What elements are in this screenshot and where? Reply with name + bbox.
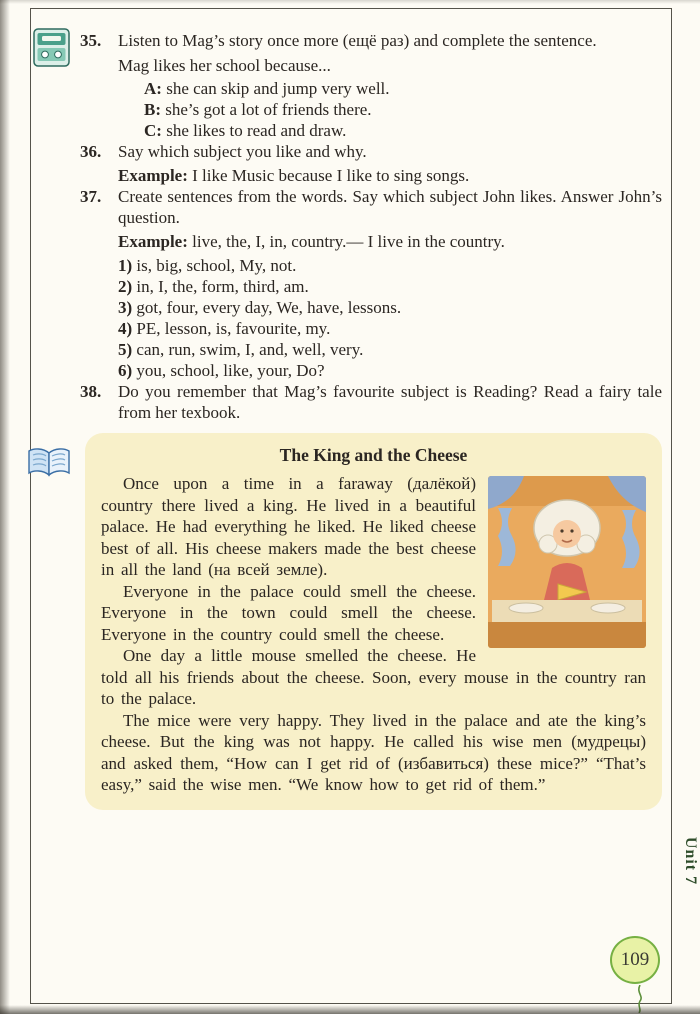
example-label: Example:: [118, 166, 188, 185]
story-title: The King and the Cheese: [279, 445, 468, 465]
item-text: can, run, swim, I, and, well, very.: [136, 340, 364, 359]
scan-edge-top: [0, 0, 700, 4]
listen-icon: [33, 28, 70, 72]
option-a: [144, 78, 662, 99]
exercise-35-options: [118, 78, 662, 141]
item-text: is, big, school, My, not.: [136, 256, 297, 275]
option-c: [144, 120, 662, 141]
exercise-35-lead: Mag likes her school because...: [118, 56, 331, 75]
story-paragraph: Once upon a time in a faraway (далёкой) country there lived a king. He lived in a beautiful palace. He had everything he liked. He liked cheese best of all. His cheese makers made the best cheese in all the land (на всей земле).: [101, 474, 476, 579]
option-label: B:: [144, 100, 161, 119]
item-label: 5): [118, 340, 133, 359]
item-label: 2): [118, 277, 133, 296]
story-paragraph: The mice were very happy. They lived in the palace and ate the king’s cheese. But the king was not happy. He called his wise men (мудрецы) and asked them, “How can I get rid of (избавиться) these mice?” “That’s easy,” said the wise men. “We know how to get rid of them.”: [101, 710, 646, 794]
page-content: [80, 30, 662, 810]
word-item-4: [118, 318, 662, 339]
option-text: she likes to read and draw.: [166, 121, 347, 140]
item-label: 4): [118, 319, 133, 338]
exercise-task: Create sentences from the words. Say which subject John likes. Answer John’s question.: [118, 187, 662, 227]
word-item-2: [118, 276, 662, 297]
exercise-task: Do you remember that Mag’s favourite subject is Reading? Read a fairy tale from her texbook.: [118, 382, 662, 422]
word-item-3: [118, 297, 662, 318]
word-item-1: [118, 255, 662, 276]
scan-edge-bottom: [0, 1005, 700, 1014]
exercise-37-example: [118, 231, 662, 252]
item-label: 3): [118, 298, 133, 317]
unit-tab: Unit 7: [681, 836, 699, 886]
word-item-5: [118, 339, 662, 360]
option-text: she can skip and jump very well.: [166, 79, 390, 98]
king-cheese-illustration: [488, 476, 646, 648]
exercise-37: [80, 186, 662, 228]
story-box: [85, 433, 662, 810]
example-text: live, the, I, in, country.— I live in the country.: [192, 232, 505, 251]
item-label: 1): [118, 256, 133, 275]
page-number-badge: 109: [610, 936, 660, 984]
exercise-36: [80, 141, 662, 162]
exercise-number: 38.: [80, 382, 102, 401]
option-text: she’s got a lot of friends there.: [165, 100, 372, 119]
read-icon: [26, 446, 72, 485]
exercise-35: [80, 30, 662, 51]
exercise-task: Say which subject you like and why.: [118, 142, 367, 161]
exercise-38: [80, 381, 662, 423]
item-label: 6): [118, 361, 133, 380]
item-text: in, I, the, form, third, am.: [136, 277, 309, 296]
exercise-number: 35.: [80, 31, 102, 50]
option-b: [144, 99, 662, 120]
item-text: PE, lesson, is, favourite, my.: [136, 319, 331, 338]
option-label: C:: [144, 121, 162, 140]
item-text: got, four, every day, We, have, lessons.: [136, 298, 402, 317]
story-paragraph: Everyone in the palace could smell the cheese. Everyone in the town could smell the cheese. Everyone in the country could smell the cheese.: [101, 581, 476, 644]
example-label: Example:: [118, 232, 188, 251]
example-text: I like Music because I like to sing songs.: [192, 166, 470, 185]
item-text: you, school, like, your, Do?: [136, 361, 325, 380]
exercise-36-example: [118, 165, 662, 186]
option-label: A:: [144, 79, 162, 98]
word-item-6: [118, 360, 662, 381]
exercise-37-items: [118, 255, 662, 381]
story-paragraph: One day a little mouse smelled the cheese. He told all his friends about the cheese. Soon, every mouse in the country ran to the palace.: [101, 646, 646, 708]
exercise-number: 37.: [80, 187, 102, 206]
exercise-number: 36.: [80, 142, 102, 161]
exercise-task: Listen to Mag’s story once more (ещё раз) and complete the sentence.: [118, 31, 597, 50]
scan-edge-left: [0, 0, 10, 1014]
